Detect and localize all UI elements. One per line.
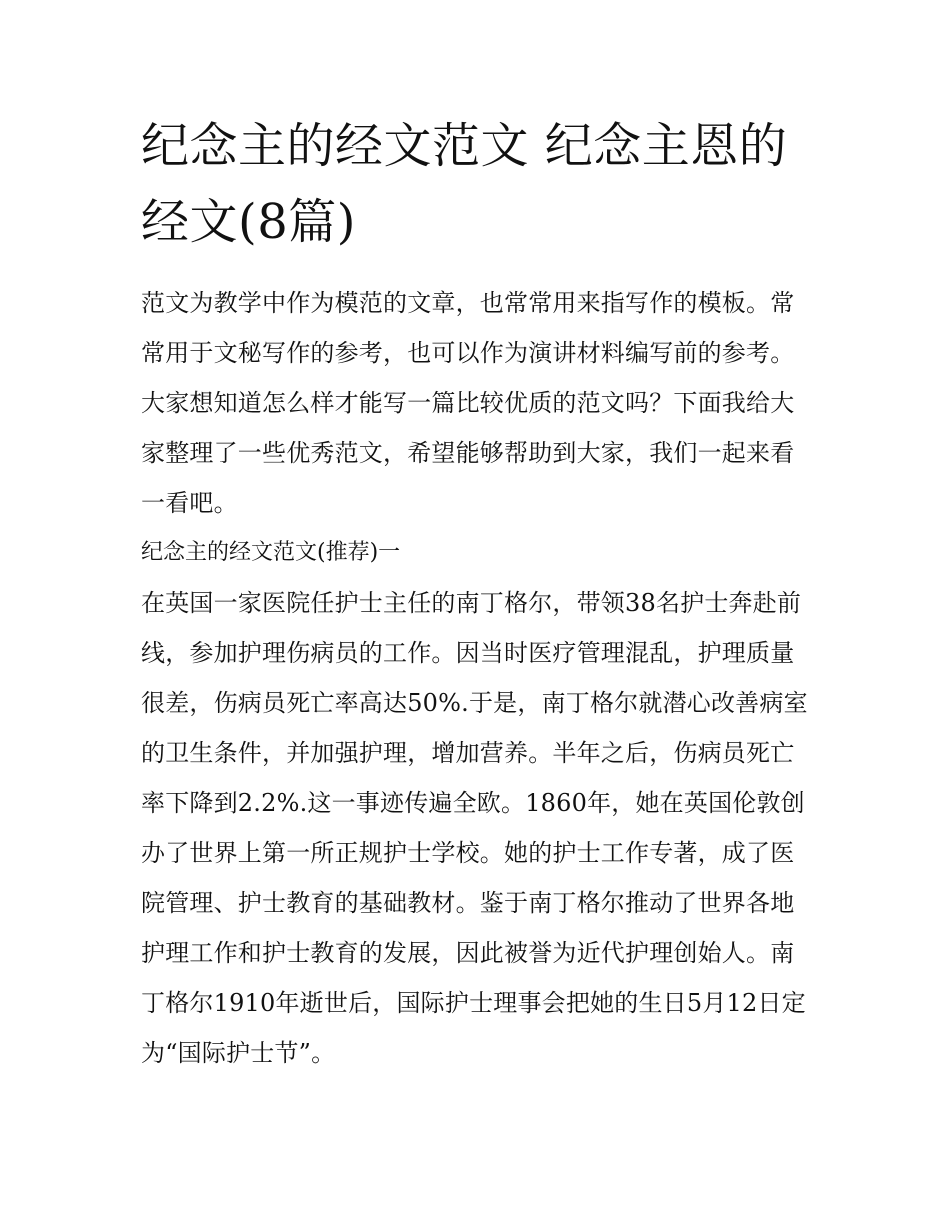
document-title: 纪念主的经文范文 纪念主恩的经文(8篇) [141,118,788,250]
intro-paragraph: 范文为教学中作为模范的文章，也常常用来指写作的模板。常常用于文秘写作的参考，也可以作为演讲材料编写前的参考。大家想知道怎么样才能写一篇比较优质的范文吗？下面我给大家整理了一些优秀范文，希望能够帮助到大家，我们一起来看一看吧。 [141,289,795,517]
document-page [141,108,813,1078]
section-heading: 纪念主的经文范文(推荐)一 [141,540,401,565]
section-body-paragraph: 在英国一家医院任护士主任的南丁格尔，带领38名护士奔赴前线，参加护理伤病员的工作。因当时医疗管理混乱，护理质量很差，伤病员死亡率高达50%.于是，南丁格尔就潜心改善病室的卫生条件，并加强护理，增加营养。半年之后，伤病员死亡率下降到2.2%.这一事迹传遍全欧。1860年，她在英国伦敦创办了世界上第一所正规护士学校。她的护士工作专著，成了医院管理、护士教育的基础教材。鉴于南丁格尔推动了世界各地护理工作和护士教育的发展，因此被誉为近代护理创始人。南丁格尔1910年逝世后，国际护士理事会把她的生日5月12日定为“国际护士节”。 [141,589,808,1067]
